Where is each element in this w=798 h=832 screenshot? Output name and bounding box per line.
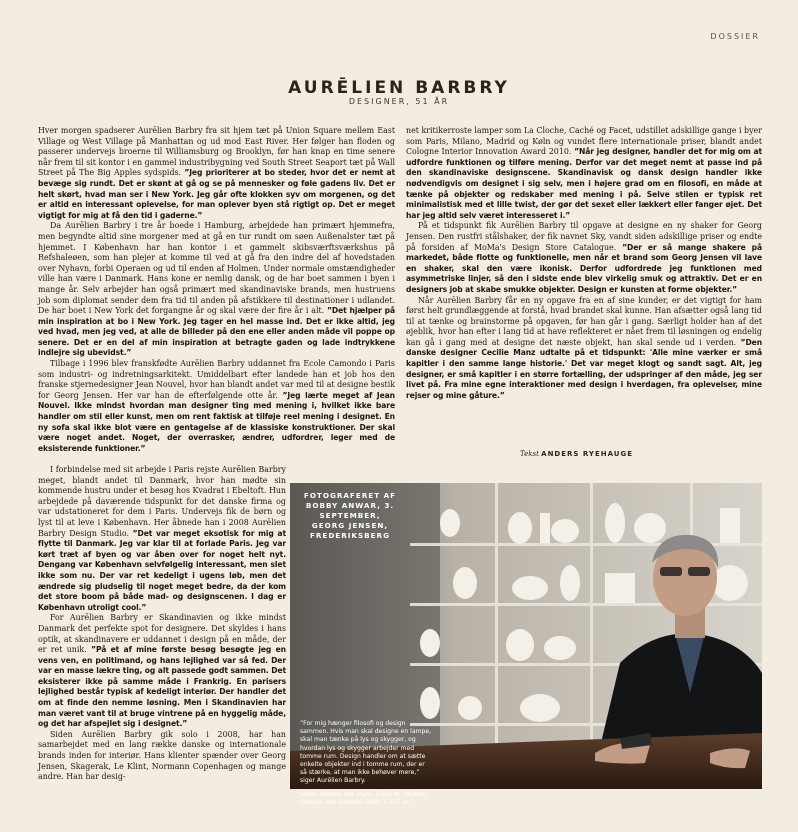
- text-column-2: [406, 126, 762, 401]
- article-title: AURĒLIEN BARBRY: [288, 78, 510, 98]
- quote-text: ”For mig hænger filosofi og design sammen. Hvis man skal designe en lampe, skal man tænke på lys og skygger, og hvordan lys og skygger arbejder med tomme rum. Design handler om at sætte enkelte objekter ind i tomme rum, der er så stærke, at man ikke behøver mere,” siger Aurēlien Barbry.: [300, 720, 432, 785]
- paragraph: For Aurēlien Barbry er Skandinavien og ikke mindst Danmark det perfekte spot for designere. Det skyldes i hans optik, at skandinavere er uddannet i design på en måde, der er ret unik. ”På et af mine første besøg besøgte jeg en vens ven, en politimand, og hans lejlighed var så fed. Der var en masse lækre ting, og alt passede godt sammen. Det eksisterer ikke på samme måde i Frankrig. En parisers lejlighed består typisk af kedeligt interiør. Der handler det om at finde den nemme løsning. Men i Skandinavien har man været vant til at bruge vintrene på en hyggelig måde, og det har afspejlet sig i designet.”: [38, 613, 286, 729]
- paragraph: I forbindelse med sit arbejde i Paris rejste Aurēlien Barbry meget, blandt andet til Danmark, hvor han mødte sin kommende hustru under et besøg hos Kvadrat i Ebeltoft. Hun arbejdede på daværende tidspunkt for det danske firma og var udstationeret for dem i Paris. Undervejs fik de børn og lyst til at leve i København. Her åbnede han i 2008 Aurēlien Barbry Design Studio. ”Det var meget eksotisk for mig at flytte til Danmark. Jeg var klar til at forlade Paris. Jeg var kørt træt af byen og var åben over for noget helt nyt. Dengang var København selvfølgelig interessant, men slet ikke som nu. Der var ret kedeligt i ugens løb, men det ændrede sig pludselig til noget meget bedre, da der kom det store boom på både mad- og designscenen. I dag er København utroligt cool.”: [38, 465, 286, 612]
- portrait-photo: [290, 483, 762, 806]
- author-credit: [520, 450, 633, 458]
- paragraph: Da Aurēlien Barbry i tre år boede i Hamburg, arbejdede han primært hjemmefra, men begyndte altid sine morgener med at gå en tur rundt om søen Außenalster tæt på hjemmet. I København har han kontor i et gammelt skibsværftsværkshus på Refshaleøen, som han plejer at komme til ved at gå fra den indre del af hovedstaden over Nyhavn, forbi Operaen og ud til enden af Holmen. Under normale omstændigheder ville han være i Danmark. Hans kone er nemlig dansk, og de har boet sammen i byen i mange år. Selv arbejder han også primært med skandinaviske brands, men hustruens job som diplomat sender dem fra tid til anden på afstikkere til destinationer i udlandet. De har boet i New York det forgangne år og skal være der fire år i alt. ”Det hjælper på min inspiration at bo i New York. Jeg tager en hel masse ind. Det er ikke altid, jeg ved hvad, men jeg ved, at alle de billeder på den ene eller anden måde vil poppe op senere. Det er en del af min inspiration at betragte gaden og lade indtrykkene indlejre sig ubevidst.”: [38, 221, 395, 358]
- text-column-1: [38, 126, 395, 454]
- credit-label: Tekst: [520, 450, 539, 458]
- text-column-3: [38, 465, 286, 783]
- photo-quote: [300, 720, 432, 807]
- paragraph: net kritikerroste lamper som La Cloche, Caché og Facet, udstillet adskillige gange i byer som Paris, Milano, Madrid og Køln og vundet flere internationale priser, blandt andet Cologne Interior Innovation Award 2010. ”Når jeg designer, handler det for mig om at udfordre funktionen og tilføre mening. Derfor var det meget nemt at passe ind på den skandinaviske designscene. Skandinavisk og dansk design handler ikke nødvendigvis om designet i sig selv, men i højere grad om en filosofi, en måde at tænke på objekter og redskaber med mening i på. Selve stilen er typisk ret minimalistisk med et lille twist, der gør det sexet eller lækkert eller fanger øjet. Det har jeg altid selv været interesseret i.”: [406, 126, 762, 220]
- paragraph: Siden Aurēlien Barbry gik solo i 2008, har han samarbejdet med en lang række danske og internationale brands inden for interiør. Hans klienter spænder over Georg Jensen, Skagerak, Le Klint, Normann Copenhagen og mange andre. Han har desig-: [38, 729, 286, 782]
- paragraph: Når Aurēlien Barbry får en ny opgave fra en af sine kunder, er det vigtigt for ham først helt grundlæggende at forstå, hvad brandet skal kunne. Han afsætter også lang tid til at tænke og brainstorme på opgaven, før han går i gang. Særligt holder han af det øjeblik, hvor han efter i lang tid at have reflekteret er nået frem til løsningen og endelig kan gå i gang med at designe det næste objekt, han skal sende ud i verden. ”Den danske designer Cecilie Manz udtalte på et tidspunkt: 'Alle mine værker er små kapitler i den samme lange historie.' Det var meget klogt og sandt sagt. Alt, jeg designer, er små kapitler i en større fortælling, der udspringer af den måde, jeg ser livet på. Fra mine egne interaktioner med design i hverdagen, fra oplevelser, mine rejser og mine gåture.”: [406, 295, 762, 400]
- paragraph: På et tidspunkt fik Aurēlien Barbry til opgave at designe en ny shaker for Georg Jensen. Den rustfri stålshaker, der fik navnet Sky, vandt siden adskillige priser og endte på forsiden af MoMa's Design Store Catalogue. ”Der er så mange shakere på markedet, både flotte og funktionelle, men når et brand som Georg Jensen vil lave en shaker, skal den være ikonisk. Derfor udfordrede jeg funktionen med asymmetriske linjer, så den i sidste ende blev virkelig smuk og attraktiv. Det er en designers job at skabe smukke objekter. Design er kunsten at forme objekter.”: [406, 221, 762, 294]
- credit-name: ANDERS RYEHAUGE: [541, 450, 634, 458]
- section-label: DOSSIER: [710, 32, 760, 41]
- article-subtitle: DESIGNER, 51 ÅR: [348, 97, 450, 106]
- photo-credit-tag: FOTOGRAFERET AF BOBBY ANWAR, 3. SEPTEMBER, GEORG JENSEN, FREDERIKSBERG: [303, 491, 397, 540]
- paragraph: Hver morgen spadserer Aurēlien Barbry fra sit hjem tæt på Union Square mellem East Village og West Village på Manhattan og ud mod East River. Her følger han floden og passerer undervejs broerne til Williamsburg og Brooklyn, før han knap en time senere når frem til sit kontor i en gammel industribygning ved South Street Seaport tæt på Wall Street på The Big Apples sydspids. ”Jeg prioriterer at bo steder, hvor det er nemt at bevæge sig rundt. Det er skønt at gå og se på mennesker og føle gadens liv. Det er helt skørt, hvad man ser i New York. Jeg går ofte klokken syv om morgenen, og det er altid en interessant oplevelse, for man oplever byen stå rigtigt op. Det er meget vigtigt for mig at få den tid i gaderne.”: [38, 126, 395, 220]
- photo-caption: Jakke, Barena hos Illum, 3.600 kr. Skjorte, Comme des Garcons Shirt, 1.725 kr.: [300, 790, 428, 806]
- paragraph: Tilbage i 1996 blev franskfødte Aurēlien Barbry uddannet fra Ecole Camondo i Paris som industri- og indretningsarkitekt. Umiddelbart efter landede han et job hos den franske stjernedesigner Jean Nouvel, hvor han blandt andet var med til at designe bestik for Georg Jensen. Her var han de efterfølgende otte år. ”Jeg lærte meget af Jean Nouvel. Ikke mindst hvordan man designer ting med mening i, hvilket ikke bare handler om stil eller kunst, men om rent faktisk at tilføje reel mening i designet. En ny sofa skal ikke blot være en gentagelse af de klassiske konstruktioner. Der skal være noget andet. Noget, der overrasker, ændrer, udfordrer, leger med de eksisterende funktioner.”: [38, 359, 395, 453]
